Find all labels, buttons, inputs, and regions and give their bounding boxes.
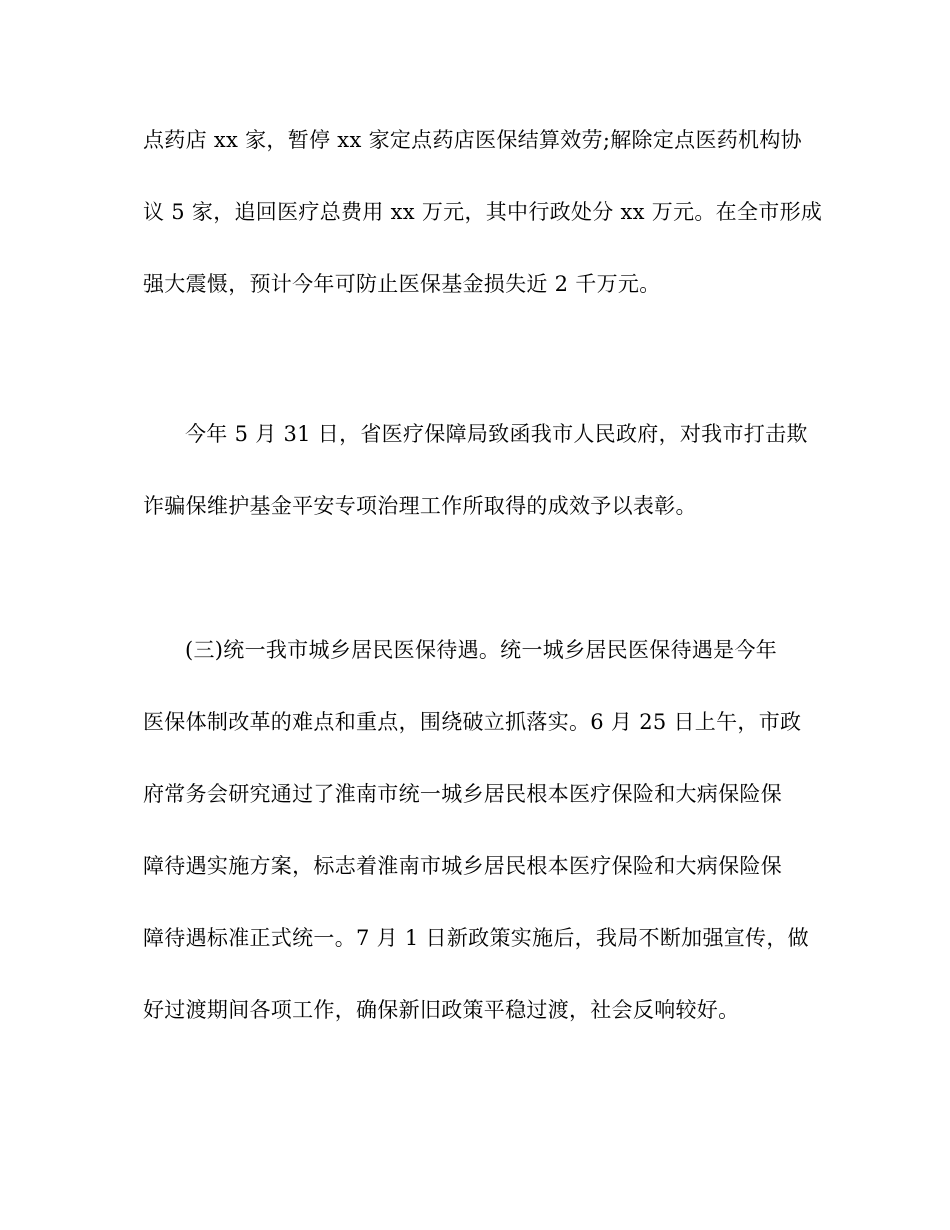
paragraph-line: 强大震慑，预计今年可防止医保基金损失近 2 千万元。 [143,272,661,296]
paragraph-line: 府常务会研究通过了淮南市统一城乡居民根本医疗保险和大病保险保 [143,782,782,806]
paragraph-line: 好过渡期间各项工作，确保新旧政策平稳过渡，社会反响较好。 [143,998,740,1022]
paragraph-line: 障待遇标准正式统一。7 月 1 日新政策实施后，我局不断加强宣传，做 [143,926,809,950]
paragraph-2 [143,422,823,566]
paragraph-line: (三)统一我市城乡居民医保待遇。统一城乡居民医保待遇是今年 [185,638,778,662]
paragraph-line: 障待遇实施方案，标志着淮南市城乡居民根本医疗保险和大病保险保 [143,854,782,878]
paragraph-line: 议 5 家，追回医疗总费用 xx 万元，其中行政处分 xx 万元。在全市形成 [143,200,823,224]
paragraph-1 [143,128,823,344]
paragraph-line: 点药店 xx 家，暂停 xx 家定点药店医保结算效劳;解除定点医药机构协 [143,128,802,152]
paragraph-3 [143,638,823,1070]
paragraph-line: 今年 5 月 31 日，省医疗保障局致函我市人民政府，对我市打击欺 [185,422,808,446]
paragraph-line: 诈骗保维护基金平安专项治理工作所取得的成效予以表彰。 [143,494,697,518]
paragraph-line: 医保体制改革的难点和重点，围绕破立抓落实。6 月 25 日上午，市政 [143,710,802,734]
